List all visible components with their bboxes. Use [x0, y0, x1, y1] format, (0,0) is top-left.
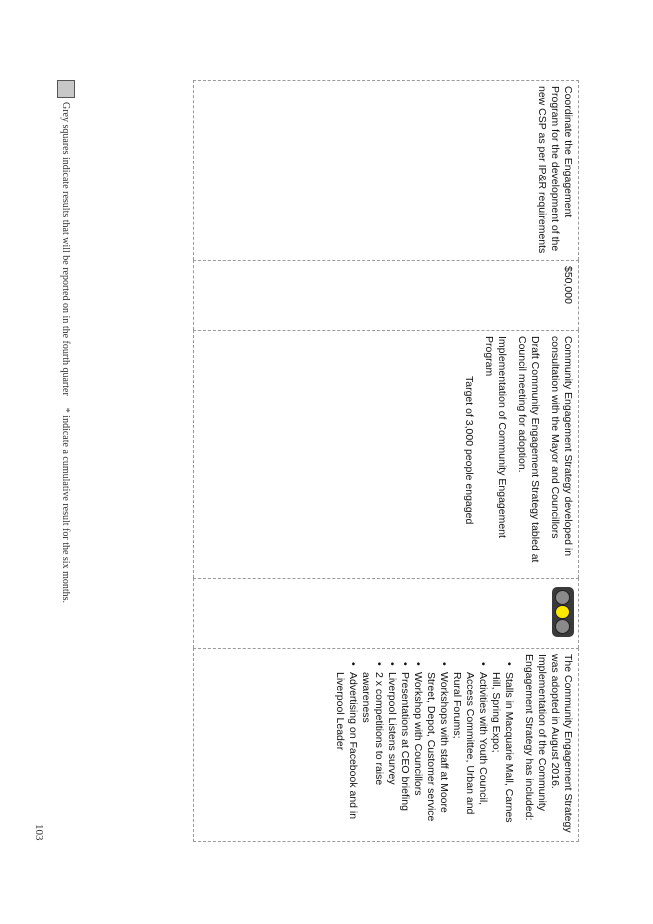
list-item: • Liverpool Listens survey — [385, 664, 398, 836]
budget-text: $50,000 — [562, 266, 574, 304]
measures-cell — [193, 330, 579, 578]
traffic-light-icon — [552, 587, 574, 637]
cumulative-note: * indicate a cumulative result for the six months. — [60, 407, 72, 604]
comment-intro: The Community Engagement Strategy was adopted in August 2016. Implementation of the Community Engagement Strategy has included: — [523, 654, 574, 833]
grey-square-note: Grey squares indicate results that will be reported on in the fourth quarter — [60, 102, 72, 396]
page-number: 103 — [33, 824, 45, 841]
list-item: • Presentations at CEO briefing — [398, 664, 411, 836]
red-lamp — [556, 590, 571, 605]
measure-4: Target of 3,000 people engaged — [463, 376, 475, 525]
budget-cell — [193, 260, 579, 330]
activity-cell — [193, 80, 579, 260]
measure-2: Draft Community Engagement Strategy tabled at Council meeting for adoption. — [516, 336, 541, 563]
grey-square-icon — [57, 80, 75, 98]
list-item: • 2 x competitions to raise awareness — [359, 664, 385, 836]
list-item: • Workshops with staff at Moore Street, Depot, Customer service — [424, 664, 450, 836]
comment-list — [333, 654, 515, 836]
list-item: • Activities with Youth Council, Access Committee, Urban and Rural Forums; — [450, 664, 489, 836]
list-item: • Stalls in Macquarie Mall, Carnes Hill, Spring Expo; — [489, 664, 515, 836]
measure-3: Implementation of Community Engagement Program — [483, 336, 508, 538]
amber-lamp — [556, 605, 571, 620]
measure-1: Community Engagement Strategy developed in consultation with the Mayor and Councillors — [549, 336, 574, 557]
comment-cell — [193, 648, 579, 842]
green-lamp — [556, 619, 571, 634]
activity-text: Coordinate the Engagement Program for the development of the new CSP as per IP&R requirements — [536, 86, 574, 254]
status-cell — [193, 578, 579, 648]
list-item: • Advertising on Facebook and in Liverpool Leader — [333, 664, 359, 836]
table-row — [193, 80, 579, 842]
footer-legend — [57, 80, 75, 840]
list-item: • Workshop with Councillors — [411, 664, 424, 836]
